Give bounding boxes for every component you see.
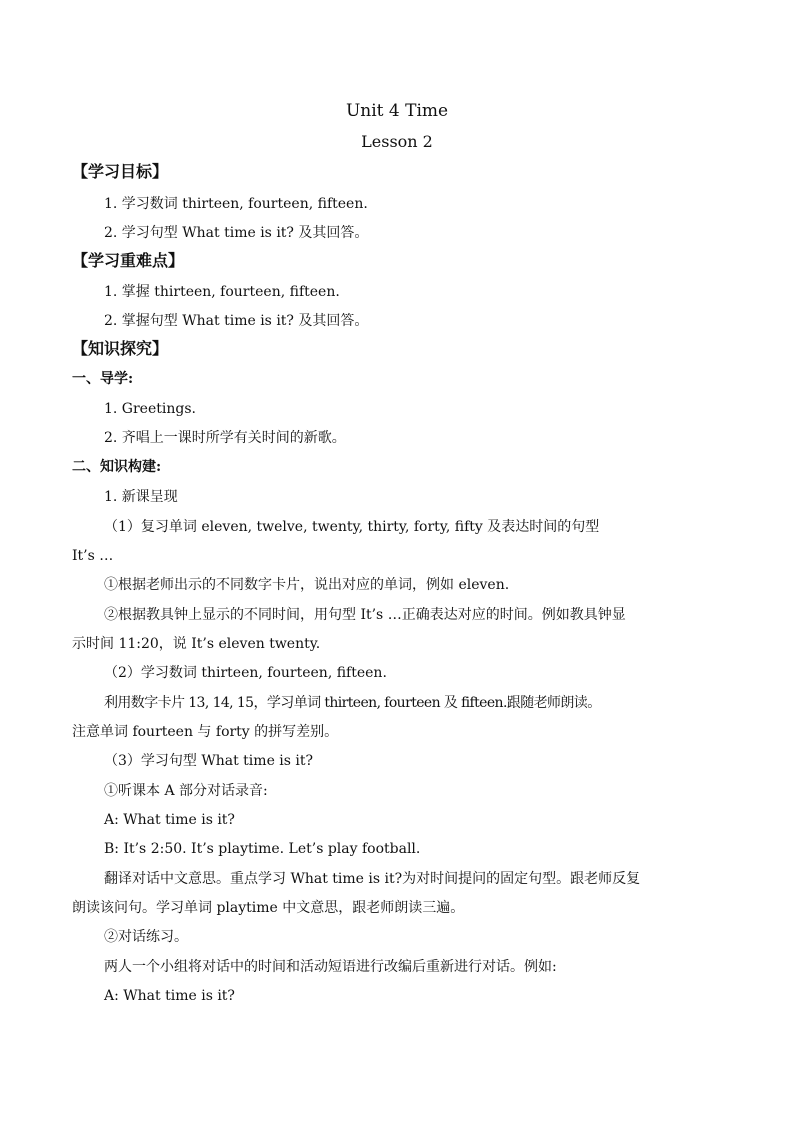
build-line-2: （1）复习单词 eleven, twelve, twenty, thirty, forty, fifty 及表达时间的句型: [104, 519, 600, 535]
build-line-8: 利用数字卡片 13, 14, 15，学习单词 thirteen, fourteen 及 fifteen.跟随老师朗读。: [104, 695, 601, 711]
build-line-1: 1. 新课呈现: [104, 489, 178, 505]
build-line-16: ②对话练习。: [104, 929, 188, 945]
build-line-5: ②根据教具钟上显示的不同时间，用句型 It’s …正确表达对应的时间。例如教具钟显: [104, 607, 626, 623]
goal-item-1: 1. 学习数词 thirteen, fourteen, fifteen.: [104, 196, 368, 212]
build-line-7: （2）学习数词 thirteen, fourteen, fifteen.: [104, 665, 387, 681]
build-heading: 二、知识构建:: [72, 459, 162, 475]
build-line-17: 两人一个小组将对话中的时间和活动短语进行改编后重新进行对话。例如:: [104, 959, 557, 975]
build-line-13: B: It’s 2:50. It’s playtime. Let’s play football.: [104, 841, 421, 857]
guide-item-2: 2. 齐唱上一课时所学有关时间的新歌。: [104, 430, 346, 446]
document-title: Unit 4 Time: [345, 101, 449, 121]
build-line-9: 注意单词 fourteen 与 forty 的拼写差别。: [72, 724, 339, 740]
build-line-11: ①听课本 A 部分对话录音:: [104, 783, 268, 799]
goals-heading: 【学习目标】: [72, 162, 169, 181]
build-line-10: （3）学习句型 What time is it?: [104, 753, 314, 769]
build-line-18: A: What time is it?: [104, 988, 235, 1004]
document-subtitle: Lesson 2: [361, 132, 433, 151]
explore-heading: 【知识探究】: [72, 339, 169, 358]
build-line-12: A: What time is it?: [104, 812, 235, 828]
build-line-4: ①根据老师出示的不同数字卡片，说出对应的单词，例如 eleven.: [104, 577, 510, 593]
build-line-3: It’s …: [72, 548, 114, 564]
build-line-14: 翻译对话中文意思。重点学习 What time is it?为对时间提问的固定句型。跟老师反复: [104, 871, 641, 887]
keypoint-item-2: 2. 掌握句型 What time is it? 及其回答。: [104, 313, 369, 329]
guide-item-1: 1. Greetings.: [104, 401, 196, 417]
build-line-15: 朗读该问句。学习单词 playtime 中文意思，跟老师朗读三遍。: [72, 900, 465, 916]
goal-item-2: 2. 学习句型 What time is it? 及其回答。: [104, 225, 369, 241]
keypoint-item-1: 1. 掌握 thirteen, fourteen, fifteen.: [104, 284, 340, 300]
keypoints-heading: 【学习重难点】: [72, 251, 185, 270]
build-line-6: 示时间 11:20，说 It’s eleven twenty.: [72, 636, 321, 652]
guide-heading: 一、导学:: [72, 371, 134, 387]
